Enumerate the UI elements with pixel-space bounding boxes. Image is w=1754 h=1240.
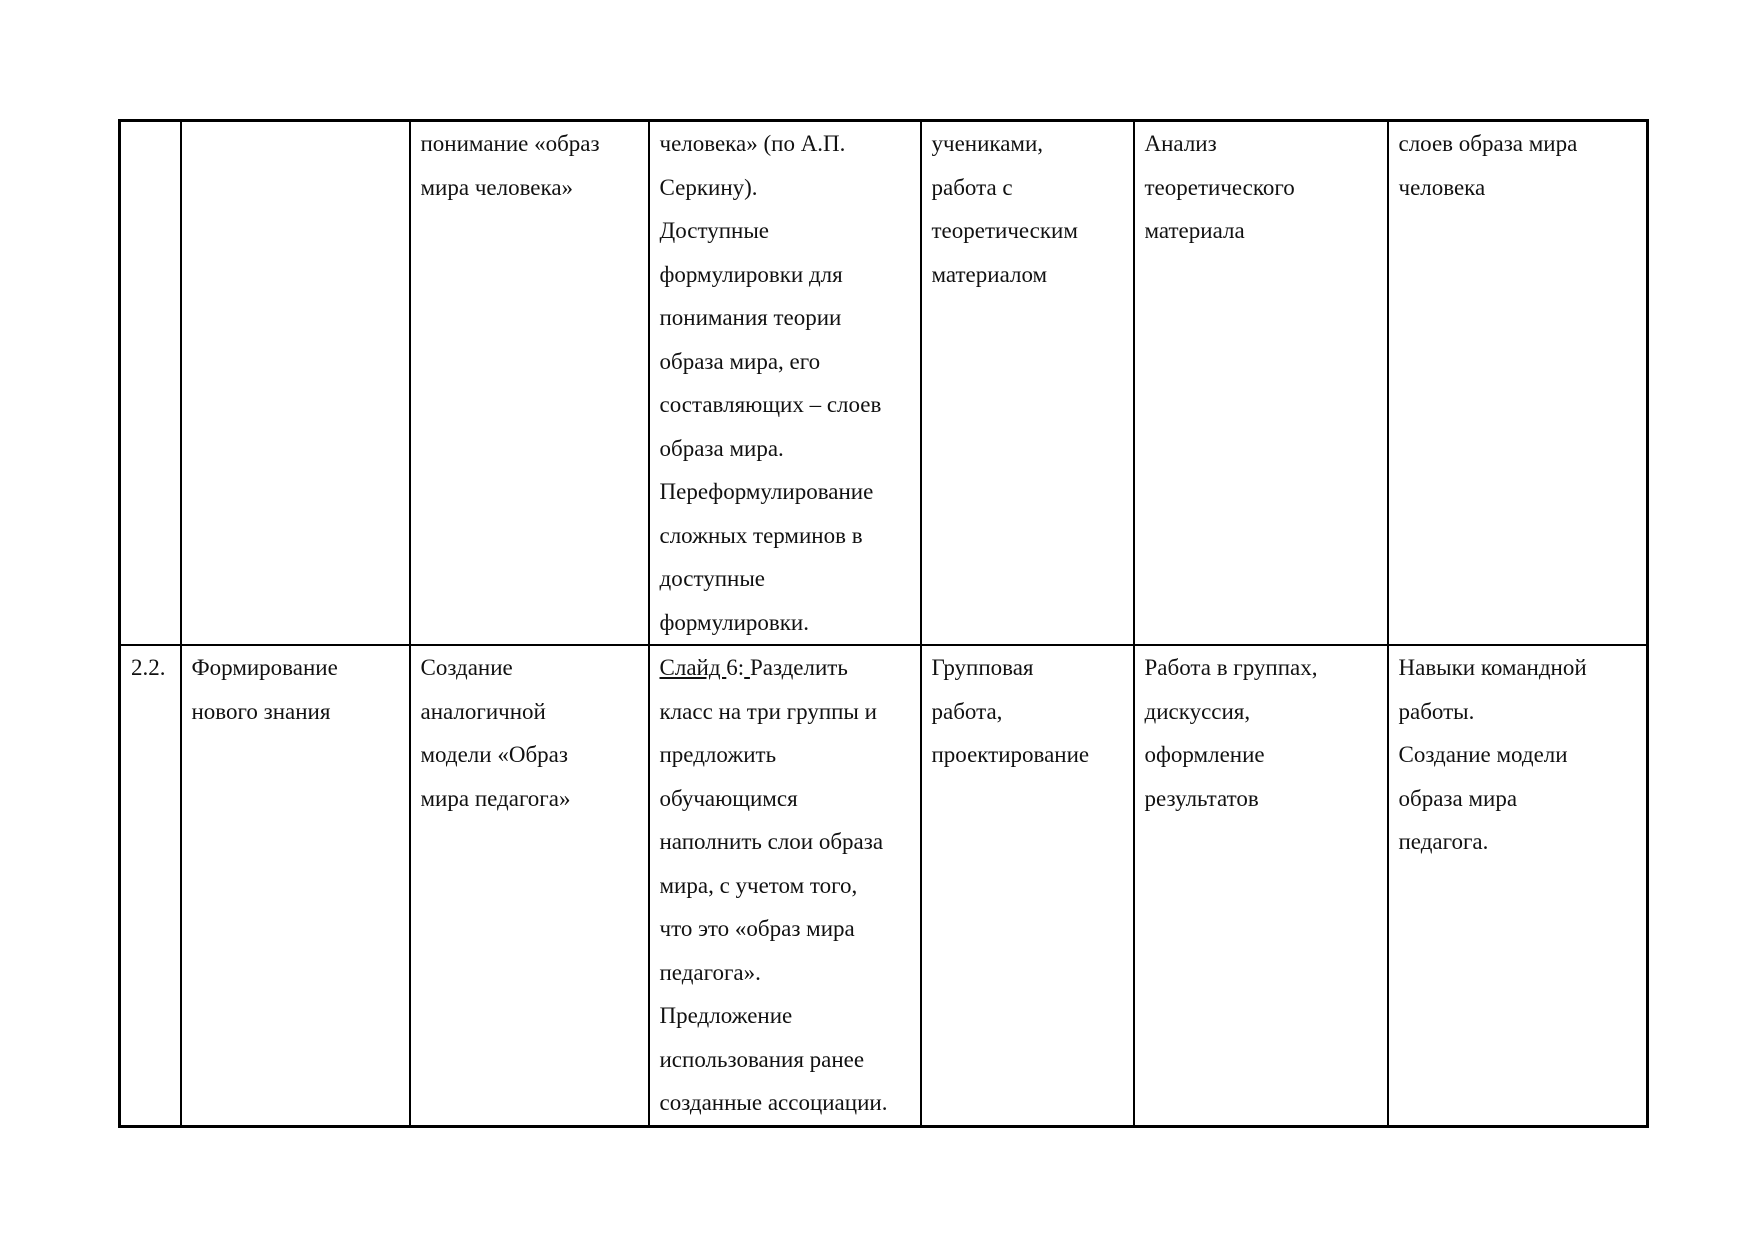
cell-text: Переформулирование: [659, 479, 874, 504]
cell-stage: [181, 121, 410, 646]
cell-text: аналогичной: [420, 698, 546, 724]
cell-text: Предложение: [659, 1003, 793, 1028]
content-first-line: [660, 646, 910, 690]
cell-methods: [1134, 121, 1388, 646]
cell-form: [921, 121, 1134, 646]
cell-text: результатов: [1144, 785, 1259, 811]
cell-text: Групповая: [931, 655, 1034, 680]
cell-text: образа мира: [1398, 785, 1518, 811]
cell-text: 2.2.: [131, 655, 166, 680]
cell-content: [649, 645, 921, 1126]
cell-text: оформление: [1144, 742, 1265, 767]
cell-text: образа мира, его: [659, 348, 821, 374]
slide-label: Слайд: [659, 655, 727, 680]
cell-result: [1388, 121, 1648, 646]
cell-text: класс на три группы и: [659, 698, 877, 724]
cell-text: созданные ассоциации.: [659, 1090, 888, 1115]
cell-content: [649, 121, 921, 646]
cell-text: составляющих – слоев: [659, 392, 882, 417]
cell-text: Работа в группах,: [1144, 655, 1318, 680]
cell-text: Формирование: [191, 655, 338, 680]
cell-text: человека» (по А.П.: [659, 131, 846, 156]
cell-text: использования ранее: [659, 1046, 865, 1072]
cell-text: сложных терминов в: [659, 522, 863, 548]
cell-form: [921, 645, 1134, 1126]
cell-result: [1388, 645, 1648, 1126]
cell-text: слоев образа мира: [1398, 131, 1578, 156]
cell-text: нового знания: [191, 698, 331, 724]
cell-text: учениками,: [931, 131, 1044, 156]
cell-text: наполнить слои образа: [659, 829, 884, 854]
cell-text: педагога».: [659, 959, 761, 985]
cell-text: Разделить: [749, 655, 848, 680]
cell-text: работа,: [931, 698, 1003, 724]
cell-text: материала: [1144, 218, 1245, 243]
cell-text: формулировки для: [659, 261, 843, 287]
cell-text: доступные: [659, 566, 766, 591]
cell-methods: [1134, 645, 1388, 1126]
cell-text: что это «образ мира: [659, 916, 855, 941]
cell-text: мира человека»: [420, 174, 574, 200]
cell-text: Создание: [420, 655, 513, 680]
cell-text: Серкину).: [659, 174, 758, 200]
cell-goal: [410, 645, 649, 1126]
cell-text: Анализ: [1144, 131, 1217, 156]
cell-text: формулировки.: [659, 609, 809, 635]
cell-text: мира педагога»: [420, 785, 571, 811]
cell-text: образа мира.: [659, 435, 784, 461]
table-row: [120, 645, 1648, 1126]
cell-text: обучающимся: [659, 785, 798, 811]
cell-text: материалом: [931, 261, 1048, 287]
cell-text: теоретическим: [931, 218, 1078, 243]
cell-goal: [410, 121, 649, 646]
cell-text: педагога.: [1398, 829, 1489, 854]
cell-text: теоретического: [1144, 174, 1295, 200]
cell-text: Навыки командной: [1398, 655, 1587, 680]
cell-text: дискуссия,: [1144, 698, 1251, 724]
cell-text: проектирование: [931, 742, 1090, 767]
cell-text: работа с: [931, 174, 1013, 200]
cell-text: понимания теории: [659, 305, 842, 330]
table-row: [120, 121, 1648, 646]
cell-number: [120, 645, 181, 1126]
cell-text: мира, с учетом того,: [659, 872, 858, 898]
lesson-plan-table: [118, 119, 1649, 1128]
slide-number: 6:: [726, 655, 745, 680]
cell-stage: [181, 645, 410, 1126]
cell-text: предложить: [659, 742, 777, 767]
cell-text: Доступные: [659, 218, 769, 243]
cell-text: модели «Образ: [420, 742, 568, 767]
cell-text: понимание «образ: [420, 131, 600, 156]
cell-text: человека: [1398, 174, 1486, 200]
cell-text: Создание модели: [1398, 742, 1568, 767]
cell-number: [120, 121, 181, 646]
cell-text: работы.: [1398, 698, 1475, 724]
